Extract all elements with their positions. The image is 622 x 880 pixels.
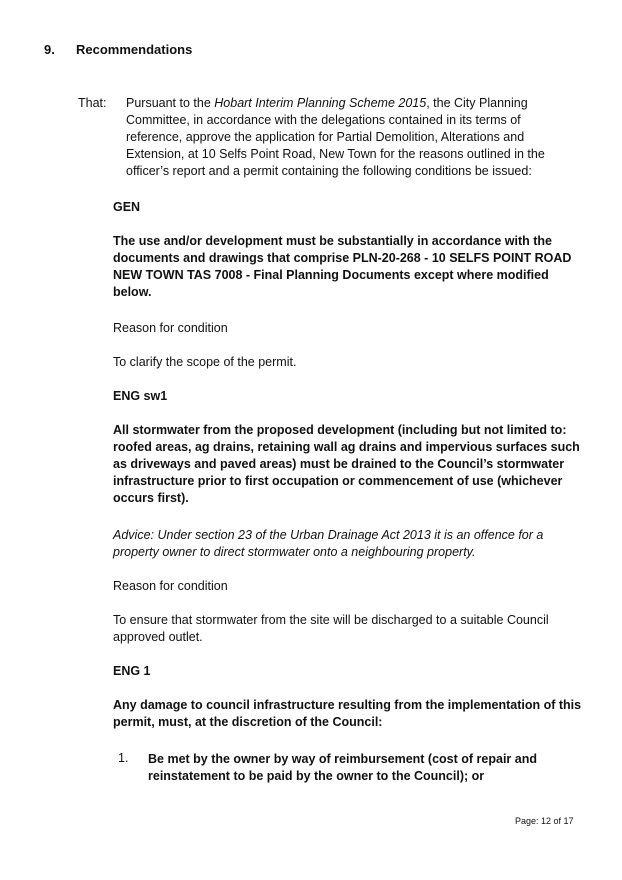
gen-heading: GEN — [113, 200, 141, 214]
eng-sw1-reason: To ensure that stormwater from the site will be discharged to a suitable Council approved outlet. — [113, 613, 549, 644]
gen-condition: The use and/or development must be substantially in accordance with the documents and drawings that comprise PLN-20-268 - 10 SELFS POINT ROAD NEW TOWN TAS 7008 - Final Planning Documents except where modified below. — [113, 234, 572, 299]
intro-text-before: Pursuant to the — [126, 96, 215, 110]
eng1-heading: ENG 1 — [113, 664, 151, 678]
eng-sw1-advice: Advice: Under section 23 of the Urban Drainage Act 2013 it is an offence for a property owner to direct stormwater onto a neighbouring property. — [113, 528, 544, 559]
gen-reason-label: Reason for condition — [113, 321, 228, 335]
section-number: 9. — [44, 42, 55, 57]
list-item-number: 1. — [118, 751, 129, 765]
intro-scheme-name: Hobart Interim Planning Scheme 2015 — [214, 96, 427, 110]
intro-paragraph — [126, 95, 566, 180]
intro-text-after: , the City Planning Committee, in accordance with the delegations contained in its terms of reference, approve the application for Partial Demolition, Alterations and Extension, at 10 Selfs Point Road, New Town for the reasons outlined in the officer’s report and a permit containing the following conditions be issued: — [126, 96, 545, 178]
eng1-condition: Any damage to council infrastructure resulting from the implementation of this permit, must, at the discretion of the Council: — [113, 698, 582, 729]
eng-sw1-heading: ENG sw1 — [113, 389, 168, 403]
eng-sw1-reason-label: Reason for condition — [113, 579, 228, 593]
that-label: That: — [78, 96, 107, 110]
section-title: Recommendations — [76, 42, 193, 57]
gen-reason: To clarify the scope of the permit. — [113, 355, 297, 369]
page-number: Page: 12 of 17 — [515, 816, 574, 826]
list-item: Be met by the owner by way of reimbursement (cost of repair and reinstatement to be paid by the owner to the Council); or — [148, 752, 537, 783]
eng-sw1-condition: All stormwater from the proposed development (including but not limited to: roofed areas, ag drains, retaining wall ag drains and impervious surfaces such as driveways and paved areas) must be drained to the Council’s stormwater infrastructure prior to first occupation or commencement of use (whichever occurs first). — [113, 423, 580, 505]
